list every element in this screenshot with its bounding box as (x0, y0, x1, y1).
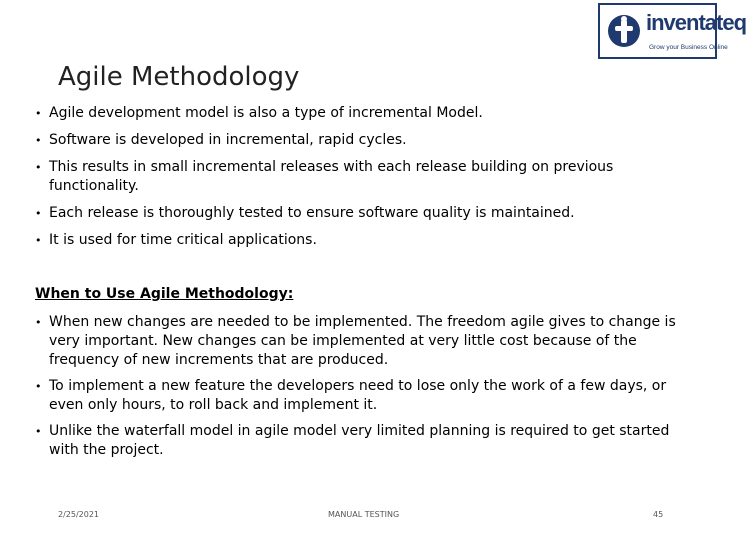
bullet-icon: • (35, 107, 42, 120)
bullet-icon: • (35, 380, 42, 393)
company-logo (598, 3, 746, 59)
bullet-icon: • (35, 425, 42, 438)
logo-mark-icon (606, 11, 642, 51)
bullet-text: When new changes are needed to be implemented. The freedom agile gives to change is very important. New changes can be implemented at very little cost because of the frequency of new increments that are produced. (49, 314, 676, 368)
bullet-icon: • (35, 134, 42, 147)
section-subheading: When to Use Agile Methodology: (35, 286, 294, 302)
list-item (35, 131, 675, 150)
slide-title: Agile Methodology (58, 62, 300, 92)
bullet-text: It is used for time critical applications. (49, 232, 317, 248)
bullet-text: Software is developed in incremental, rapid cycles. (49, 132, 407, 148)
footer-date: 2/25/2021 (58, 510, 100, 519)
bullet-icon: • (35, 161, 42, 174)
intro-bullet-list (35, 104, 675, 258)
list-item (35, 422, 700, 460)
bullet-icon: • (35, 234, 42, 247)
bullet-text: This results in small incremental releases with each release building on previous functionality. (49, 159, 614, 194)
list-item (35, 104, 675, 123)
bullet-text: Unlike the waterfall model in agile model very limited planning is required to get started with the project. (49, 423, 670, 458)
list-item (35, 377, 700, 415)
list-item (35, 231, 675, 250)
bullet-text: Each release is thoroughly tested to ensure software quality is maintained. (49, 205, 575, 221)
when-to-use-bullet-list (35, 313, 700, 467)
list-item (35, 158, 675, 196)
page-number: 45 (653, 510, 664, 519)
bullet-icon: • (35, 316, 42, 329)
list-item (35, 204, 675, 223)
footer-title: MANUAL TESTING (328, 510, 400, 519)
logo-wordmark: inventateq (646, 10, 746, 35)
bullet-icon: • (35, 207, 42, 220)
list-item (35, 313, 700, 370)
bullet-text: Agile development model is also a type of incremental Model. (49, 105, 483, 121)
bullet-text: To implement a new feature the developers need to lose only the work of a few days, or even only hours, to roll back and implement it. (49, 378, 667, 413)
logo-tagline: Grow your Business Online (649, 44, 728, 51)
